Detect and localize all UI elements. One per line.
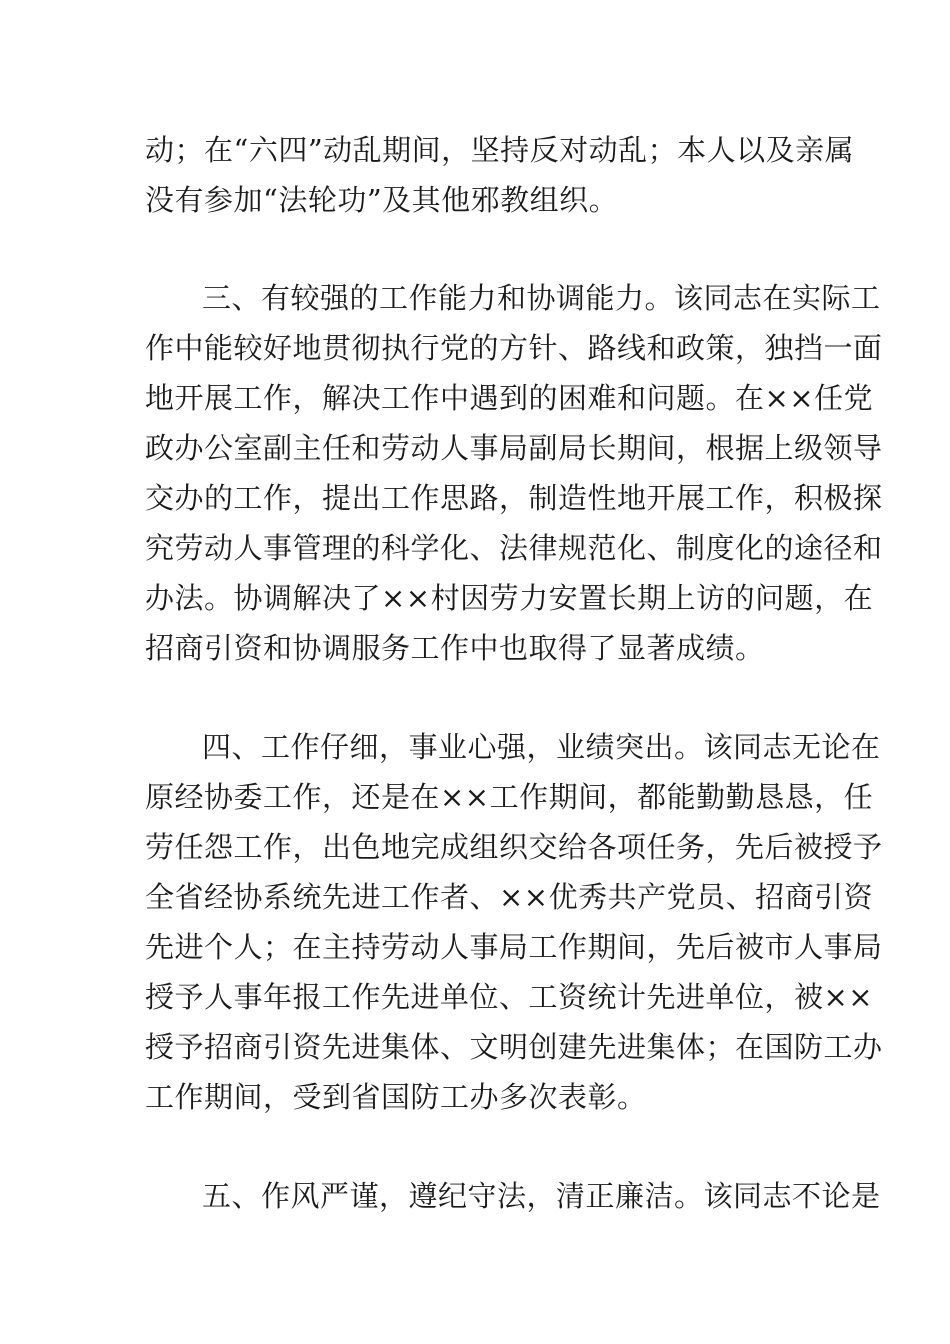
text-line: 交办的工作，提出工作思路，制造性地开展工作，积极探 [145, 481, 883, 515]
text-line: 原经协委工作，还是在××工作期间，都能勤勤恳恳，任 [145, 780, 874, 814]
text-line: 劳任怨工作，出色地完成组织交给各项任务，先后被授予 [145, 830, 883, 864]
text-line: 授予人事年报工作先进单位、工资统计先进单位，被×× [145, 980, 874, 1014]
text-line: 办法。协调解决了××村因劳力安置长期上访的问题，在 [145, 581, 874, 615]
text-line: 政办公室副主任和劳动人事局副局长期间，根据上级领导 [145, 431, 883, 465]
text-line: 先进个人；在主持劳动人事局工作期间，先后被市人事局 [145, 930, 883, 964]
text-line: 地开展工作，解决工作中遇到的困难和问题。在××任党 [145, 381, 874, 415]
text-line: 招商引资和协调服务工作中也取得了显著成绩。 [145, 631, 765, 665]
text-line: 动；在“六四”动乱期间，坚持反对动乱；本人以及亲属 [145, 133, 855, 167]
text-line: 授予招商引资先进集体、文明创建先进集体；在国防工办 [145, 1030, 883, 1064]
text-line: 全省经协系统先进工作者、××优秀共产党员、招商引资 [145, 880, 874, 914]
text-line: 三、有较强的工作能力和协调能力。该同志在实际工 [202, 281, 881, 315]
text-line: 作中能较好地贯彻执行党的方针、路线和政策，独挡一面 [145, 331, 883, 365]
text-line: 工作期间，受到省国防工办多次表彰。 [145, 1080, 647, 1114]
text-line: 四、工作仔细，事业心强，业绩突出。该同志无论在 [202, 730, 881, 764]
text-line: 五、作风严谨，遵纪守法，清正廉洁。该同志不论是 [202, 1179, 881, 1213]
text-line: 究劳动人事管理的科学化、法律规范化、制度化的途径和 [145, 531, 883, 565]
text-line: 没有参加“法轮功”及其他邪教组织。 [145, 183, 619, 217]
